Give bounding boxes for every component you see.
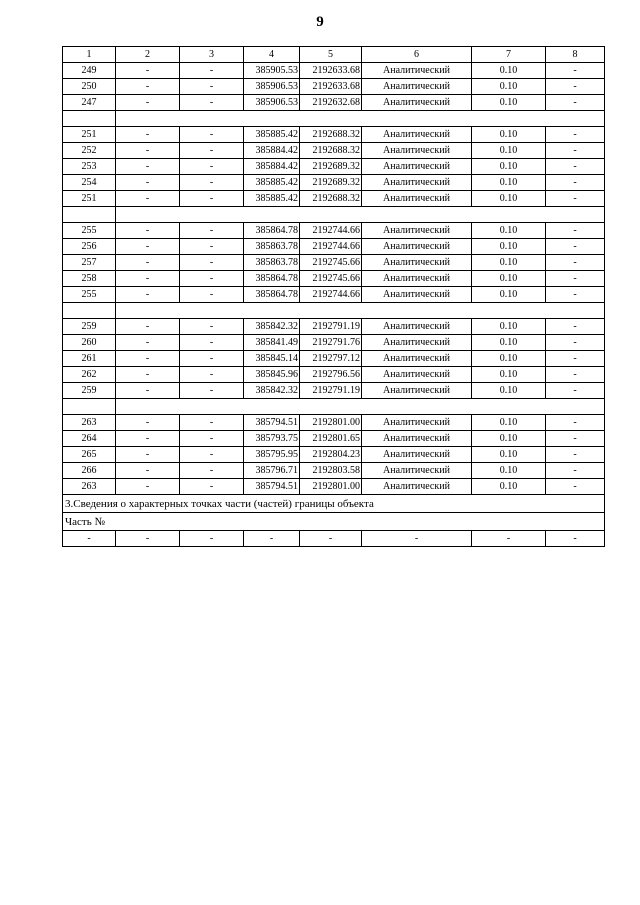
x-coord-cell: 385795.95: [244, 447, 300, 463]
point-number-cell: 254: [63, 175, 116, 191]
point-number-cell: 252: [63, 143, 116, 159]
spacer-cell: [63, 207, 116, 223]
method-cell: Аналитический: [362, 447, 472, 463]
accuracy-cell: 0.10: [472, 479, 546, 495]
col3-cell: -: [180, 447, 244, 463]
x-coord-cell: 385906.53: [244, 95, 300, 111]
col2-cell: -: [116, 335, 180, 351]
col8-cell: -: [546, 383, 605, 399]
method-cell: Аналитический: [362, 175, 472, 191]
accuracy-cell: 0.10: [472, 351, 546, 367]
header-row: [63, 47, 605, 63]
y-coord-cell: 2192688.32: [300, 143, 362, 159]
method-cell: Аналитический: [362, 223, 472, 239]
y-coord-cell: 2192744.66: [300, 287, 362, 303]
part-cell: -: [362, 531, 472, 547]
accuracy-cell: 0.10: [472, 223, 546, 239]
col8-cell: -: [546, 415, 605, 431]
y-coord-cell: 2192632.68: [300, 95, 362, 111]
col8-cell: -: [546, 463, 605, 479]
table-body: [63, 47, 605, 495]
col2-cell: -: [116, 175, 180, 191]
accuracy-cell: 0.10: [472, 319, 546, 335]
col2-cell: -: [116, 191, 180, 207]
col2-cell: -: [116, 95, 180, 111]
accuracy-cell: 0.10: [472, 63, 546, 79]
y-coord-cell: 2192804.23: [300, 447, 362, 463]
point-number-cell: 251: [63, 127, 116, 143]
part-cell: -: [63, 531, 116, 547]
col8-cell: -: [546, 271, 605, 287]
point-number-cell: 259: [63, 383, 116, 399]
method-cell: Аналитический: [362, 431, 472, 447]
col2-cell: -: [116, 431, 180, 447]
x-coord-cell: 385841.49: [244, 335, 300, 351]
part-cell: -: [180, 531, 244, 547]
part-cell: -: [546, 531, 605, 547]
y-coord-cell: 2192633.68: [300, 63, 362, 79]
method-cell: Аналитический: [362, 63, 472, 79]
y-coord-cell: 2192803.58: [300, 463, 362, 479]
x-coord-cell: 385864.78: [244, 271, 300, 287]
x-coord-cell: 385906.53: [244, 79, 300, 95]
point-number-cell: 249: [63, 63, 116, 79]
x-coord-cell: 385845.14: [244, 351, 300, 367]
accuracy-cell: 0.10: [472, 127, 546, 143]
point-number-cell: 258: [63, 271, 116, 287]
spacer-cell: [63, 399, 116, 415]
point-number-cell: 256: [63, 239, 116, 255]
part-cell: -: [472, 531, 546, 547]
y-coord-cell: 2192688.32: [300, 127, 362, 143]
table-row: [63, 415, 605, 431]
col3-cell: -: [180, 223, 244, 239]
point-number-cell: 250: [63, 79, 116, 95]
spacer-cell: [63, 303, 116, 319]
header-cell: 5: [300, 47, 362, 63]
part-cell: -: [116, 531, 180, 547]
accuracy-cell: 0.10: [472, 175, 546, 191]
spacer-row: [63, 303, 605, 319]
table-row: [63, 95, 605, 111]
y-coord-cell: 2192797.12: [300, 351, 362, 367]
method-cell: Аналитический: [362, 319, 472, 335]
col8-cell: -: [546, 63, 605, 79]
method-cell: Аналитический: [362, 95, 472, 111]
col3-cell: -: [180, 271, 244, 287]
x-coord-cell: 385794.51: [244, 415, 300, 431]
accuracy-cell: 0.10: [472, 431, 546, 447]
point-number-cell: 261: [63, 351, 116, 367]
x-coord-cell: 385884.42: [244, 143, 300, 159]
x-coord-cell: 385794.51: [244, 479, 300, 495]
col2-cell: -: [116, 447, 180, 463]
spacer-row: [63, 111, 605, 127]
point-number-cell: 253: [63, 159, 116, 175]
col8-cell: -: [546, 431, 605, 447]
table-row: [63, 335, 605, 351]
method-cell: Аналитический: [362, 127, 472, 143]
accuracy-cell: 0.10: [472, 143, 546, 159]
method-cell: Аналитический: [362, 159, 472, 175]
part-label-row: [63, 513, 605, 531]
point-number-cell: 255: [63, 287, 116, 303]
col2-cell: -: [116, 143, 180, 159]
col3-cell: -: [180, 463, 244, 479]
header-cell: 2: [116, 47, 180, 63]
col8-cell: -: [546, 447, 605, 463]
col8-cell: -: [546, 335, 605, 351]
table-row: [63, 239, 605, 255]
spacer-cell: [116, 303, 605, 319]
y-coord-cell: 2192801.00: [300, 415, 362, 431]
col8-cell: -: [546, 127, 605, 143]
point-number-cell: 266: [63, 463, 116, 479]
col3-cell: -: [180, 383, 244, 399]
method-cell: Аналитический: [362, 383, 472, 399]
table-row: [63, 159, 605, 175]
col3-cell: -: [180, 335, 244, 351]
col2-cell: -: [116, 351, 180, 367]
col2-cell: -: [116, 127, 180, 143]
x-coord-cell: 385864.78: [244, 223, 300, 239]
x-coord-cell: 385905.53: [244, 63, 300, 79]
col3-cell: -: [180, 367, 244, 383]
col8-cell: -: [546, 95, 605, 111]
header-cell: 7: [472, 47, 546, 63]
y-coord-cell: 2192744.66: [300, 223, 362, 239]
accuracy-cell: 0.10: [472, 255, 546, 271]
spacer-row: [63, 207, 605, 223]
table-row: [63, 351, 605, 367]
y-coord-cell: 2192688.32: [300, 191, 362, 207]
accuracy-cell: 0.10: [472, 415, 546, 431]
col3-cell: -: [180, 191, 244, 207]
spacer-cell: [63, 111, 116, 127]
col3-cell: -: [180, 431, 244, 447]
point-number-cell: 251: [63, 191, 116, 207]
col8-cell: -: [546, 367, 605, 383]
col8-cell: -: [546, 351, 605, 367]
col2-cell: -: [116, 415, 180, 431]
x-coord-cell: 385885.42: [244, 175, 300, 191]
x-coord-cell: 385864.78: [244, 287, 300, 303]
y-coord-cell: 2192796.56: [300, 367, 362, 383]
table-row: [63, 63, 605, 79]
point-number-cell: 262: [63, 367, 116, 383]
method-cell: Аналитический: [362, 335, 472, 351]
table-row: [63, 431, 605, 447]
method-cell: Аналитический: [362, 287, 472, 303]
col8-cell: -: [546, 239, 605, 255]
x-coord-cell: 385796.71: [244, 463, 300, 479]
col3-cell: -: [180, 175, 244, 191]
accuracy-cell: 0.10: [472, 271, 546, 287]
col2-cell: -: [116, 223, 180, 239]
col2-cell: -: [116, 63, 180, 79]
point-number-cell: 265: [63, 447, 116, 463]
col2-cell: -: [116, 271, 180, 287]
section3-title-row: [63, 495, 605, 513]
col8-cell: -: [546, 287, 605, 303]
header-cell: 8: [546, 47, 605, 63]
header-cell: 4: [244, 47, 300, 63]
method-cell: Аналитический: [362, 367, 472, 383]
x-coord-cell: 385793.75: [244, 431, 300, 447]
point-number-cell: 264: [63, 431, 116, 447]
spacer-cell: [116, 111, 605, 127]
col3-cell: -: [180, 287, 244, 303]
y-coord-cell: 2192801.65: [300, 431, 362, 447]
y-coord-cell: 2192689.32: [300, 175, 362, 191]
col2-cell: -: [116, 319, 180, 335]
col8-cell: -: [546, 223, 605, 239]
col8-cell: -: [546, 319, 605, 335]
col2-cell: -: [116, 479, 180, 495]
y-coord-cell: 2192791.76: [300, 335, 362, 351]
method-cell: Аналитический: [362, 143, 472, 159]
accuracy-cell: 0.10: [472, 287, 546, 303]
spacer-cell: [116, 207, 605, 223]
accuracy-cell: 0.10: [472, 447, 546, 463]
accuracy-cell: 0.10: [472, 79, 546, 95]
col8-cell: -: [546, 79, 605, 95]
part-row: [63, 531, 605, 547]
x-coord-cell: 385885.42: [244, 127, 300, 143]
part-label: Часть №: [63, 513, 605, 531]
col3-cell: -: [180, 95, 244, 111]
accuracy-cell: 0.10: [472, 383, 546, 399]
col3-cell: -: [180, 351, 244, 367]
method-cell: Аналитический: [362, 479, 472, 495]
header-cell: 6: [362, 47, 472, 63]
header-cell: 1: [63, 47, 116, 63]
point-number-cell: 255: [63, 223, 116, 239]
header-cell: 3: [180, 47, 244, 63]
col2-cell: -: [116, 287, 180, 303]
section3-body: [63, 495, 605, 547]
point-number-cell: 260: [63, 335, 116, 351]
spacer-cell: [116, 399, 605, 415]
table-row: [63, 175, 605, 191]
col3-cell: -: [180, 479, 244, 495]
accuracy-cell: 0.10: [472, 191, 546, 207]
y-coord-cell: 2192745.66: [300, 255, 362, 271]
point-number-cell: 247: [63, 95, 116, 111]
section3-title: 3.Сведения о характерных точках части (частей) границы объекта: [63, 495, 605, 513]
col3-cell: -: [180, 127, 244, 143]
col3-cell: -: [180, 79, 244, 95]
accuracy-cell: 0.10: [472, 335, 546, 351]
table-row: [63, 223, 605, 239]
y-coord-cell: 2192745.66: [300, 271, 362, 287]
table-row: [63, 255, 605, 271]
method-cell: Аналитический: [362, 255, 472, 271]
accuracy-cell: 0.10: [472, 367, 546, 383]
point-number-cell: 263: [63, 479, 116, 495]
accuracy-cell: 0.10: [472, 95, 546, 111]
x-coord-cell: 385845.96: [244, 367, 300, 383]
method-cell: Аналитический: [362, 79, 472, 95]
table-row: [63, 319, 605, 335]
col3-cell: -: [180, 239, 244, 255]
method-cell: Аналитический: [362, 463, 472, 479]
table-row: [63, 127, 605, 143]
col2-cell: -: [116, 463, 180, 479]
boundary-points-table: [62, 46, 605, 547]
col3-cell: -: [180, 63, 244, 79]
col2-cell: -: [116, 239, 180, 255]
accuracy-cell: 0.10: [472, 159, 546, 175]
col8-cell: -: [546, 143, 605, 159]
table-row: [63, 191, 605, 207]
method-cell: Аналитический: [362, 239, 472, 255]
table-row: [63, 447, 605, 463]
table-row: [63, 383, 605, 399]
method-cell: Аналитический: [362, 351, 472, 367]
col8-cell: -: [546, 191, 605, 207]
table-row: [63, 479, 605, 495]
method-cell: Аналитический: [362, 191, 472, 207]
point-number-cell: 257: [63, 255, 116, 271]
col2-cell: -: [116, 383, 180, 399]
point-number-cell: 259: [63, 319, 116, 335]
y-coord-cell: 2192633.68: [300, 79, 362, 95]
col2-cell: -: [116, 367, 180, 383]
part-cell: -: [300, 531, 362, 547]
col3-cell: -: [180, 255, 244, 271]
col3-cell: -: [180, 319, 244, 335]
x-coord-cell: 385863.78: [244, 255, 300, 271]
spacer-row: [63, 399, 605, 415]
x-coord-cell: 385884.42: [244, 159, 300, 175]
col3-cell: -: [180, 415, 244, 431]
table-row: [63, 367, 605, 383]
col2-cell: -: [116, 79, 180, 95]
col8-cell: -: [546, 159, 605, 175]
col8-cell: -: [546, 175, 605, 191]
col2-cell: -: [116, 159, 180, 175]
x-coord-cell: 385842.32: [244, 319, 300, 335]
table-row: [63, 143, 605, 159]
x-coord-cell: 385863.78: [244, 239, 300, 255]
table-row: [63, 463, 605, 479]
y-coord-cell: 2192791.19: [300, 383, 362, 399]
method-cell: Аналитический: [362, 415, 472, 431]
x-coord-cell: 385842.32: [244, 383, 300, 399]
col2-cell: -: [116, 255, 180, 271]
accuracy-cell: 0.10: [472, 463, 546, 479]
y-coord-cell: 2192801.00: [300, 479, 362, 495]
table-row: [63, 271, 605, 287]
y-coord-cell: 2192744.66: [300, 239, 362, 255]
part-cell: -: [244, 531, 300, 547]
table-row: [63, 79, 605, 95]
col8-cell: -: [546, 479, 605, 495]
table-row: [63, 287, 605, 303]
point-number-cell: 263: [63, 415, 116, 431]
y-coord-cell: 2192689.32: [300, 159, 362, 175]
col3-cell: -: [180, 143, 244, 159]
y-coord-cell: 2192791.19: [300, 319, 362, 335]
accuracy-cell: 0.10: [472, 239, 546, 255]
col8-cell: -: [546, 255, 605, 271]
page-number: 9: [316, 14, 324, 30]
col3-cell: -: [180, 159, 244, 175]
x-coord-cell: 385885.42: [244, 191, 300, 207]
method-cell: Аналитический: [362, 271, 472, 287]
